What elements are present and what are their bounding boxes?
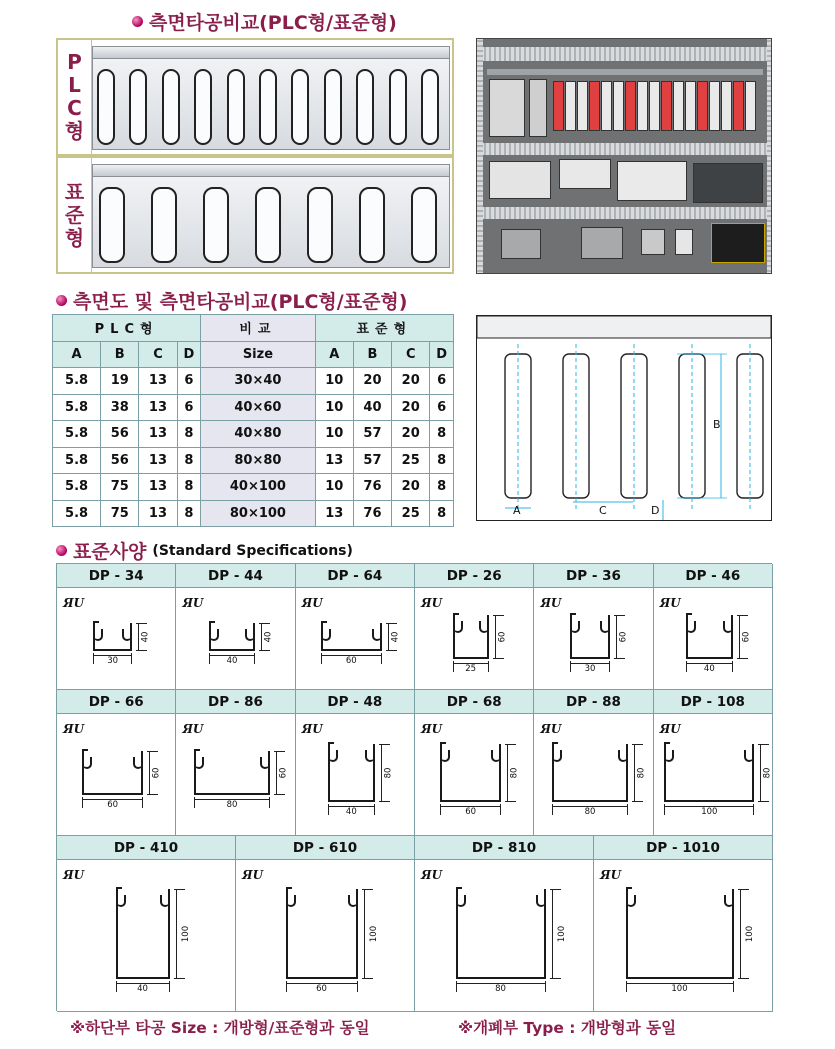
table-cell: 13 — [139, 447, 177, 474]
width-dimension — [456, 981, 546, 992]
width-dimension — [552, 804, 628, 815]
height-value: 40 — [390, 631, 401, 643]
height-value: 100 — [368, 925, 379, 943]
ul-mark-icon: ЯU — [600, 868, 622, 882]
standard-duct-strip — [92, 164, 450, 268]
width-dimension — [453, 661, 489, 672]
table-cell: 13 — [139, 394, 177, 421]
ul-mark-icon: ЯU — [301, 596, 323, 610]
table-cell: 13 — [315, 500, 353, 527]
height-dimension — [362, 889, 379, 979]
height-value: 80 — [509, 767, 520, 779]
width-dimension — [626, 981, 734, 992]
footnote-opening-type: ※개폐부 Type : 개방형과 동일 — [458, 1019, 677, 1037]
section3-title: 표준사양 (Standard Specifications) — [56, 537, 353, 564]
width-dimension — [664, 804, 754, 815]
duct-profile-drawing — [209, 623, 256, 652]
width-value: 40 — [345, 806, 357, 817]
standard-slot — [359, 187, 385, 263]
table-cell: 6 — [430, 394, 454, 421]
table-cell: 40×80 — [201, 421, 315, 448]
table-cell: 56 — [101, 447, 139, 474]
table-cell: 13 — [139, 500, 177, 527]
width-value: 25 — [465, 663, 477, 674]
table-cell: 56 — [101, 421, 139, 448]
spec-item-name: DP - 88 — [534, 690, 652, 714]
standard-slot — [307, 187, 333, 263]
table-cell: 40×100 — [201, 474, 315, 501]
group-header-plc: PLC형 — [53, 315, 201, 342]
plc-slot — [194, 69, 212, 145]
width-dimension — [194, 797, 270, 808]
column-header: C — [139, 341, 177, 368]
width-value: 80 — [226, 799, 238, 810]
table-cell: 20 — [392, 368, 430, 395]
table-cell: 10 — [315, 394, 353, 421]
standard-slot — [255, 187, 281, 263]
table-cell: 30×40 — [201, 368, 315, 395]
duct-profile-drawing — [328, 744, 375, 802]
ul-mark-icon: ЯU — [421, 596, 443, 610]
table-cell: 13 — [139, 368, 177, 395]
duct-profile-drawing — [116, 889, 170, 979]
column-header: D — [430, 341, 454, 368]
plc-slot — [162, 69, 180, 145]
table-cell: 5.8 — [53, 500, 101, 527]
standard-slot — [411, 187, 437, 263]
table-cell: 38 — [101, 394, 139, 421]
table-cell: 8 — [430, 474, 454, 501]
table-cell: 5.8 — [53, 394, 101, 421]
table-cell: 20 — [392, 421, 430, 448]
table-row — [53, 394, 454, 421]
table-cell: 8 — [430, 421, 454, 448]
ul-mark-icon: ЯU — [63, 596, 85, 610]
height-dimension — [174, 889, 191, 979]
table-cell: 5.8 — [53, 368, 101, 395]
bullet-icon — [132, 16, 143, 27]
duct-profile-drawing — [552, 744, 628, 802]
plc-label: P L C 형 — [58, 40, 92, 154]
table-cell: 75 — [101, 500, 139, 527]
spec-item-name: DP - 46 — [654, 564, 772, 588]
table-row — [53, 421, 454, 448]
table-cell: 8 — [430, 447, 454, 474]
column-header: A — [53, 341, 101, 368]
height-value: 60 — [741, 631, 752, 643]
width-value: 60 — [465, 806, 477, 817]
diagram-label-d: D — [651, 504, 660, 517]
height-value: 100 — [556, 925, 567, 943]
height-value: 100 — [180, 925, 191, 943]
table-cell: 40 — [353, 394, 391, 421]
height-dimension — [737, 615, 752, 658]
spec-item-name: DP - 64 — [296, 564, 414, 588]
table-cell: 75 — [101, 474, 139, 501]
duct-profile-drawing — [440, 744, 501, 802]
ul-mark-icon: ЯU — [540, 596, 562, 610]
duct-profile-drawing — [286, 889, 358, 979]
width-value: 40 — [226, 656, 238, 667]
height-dimension — [505, 744, 520, 802]
width-value: 40 — [703, 663, 715, 674]
spec-item-name: DP - 86 — [176, 690, 294, 714]
duct-profile-drawing — [194, 751, 270, 794]
table-cell: 19 — [101, 368, 139, 395]
spec-item — [415, 690, 534, 836]
table-cell: 25 — [392, 447, 430, 474]
table-cell: 25 — [392, 500, 430, 527]
height-value: 60 — [497, 631, 508, 643]
height-dimension — [259, 623, 274, 652]
table-cell: 8 — [177, 447, 201, 474]
table-cell: 8 — [430, 500, 454, 527]
column-header: D — [177, 341, 201, 368]
spec-item — [296, 690, 415, 836]
height-value: 60 — [278, 767, 289, 779]
table-row — [53, 447, 454, 474]
table-cell: 80×100 — [201, 500, 315, 527]
height-dimension — [632, 744, 647, 802]
column-header: B — [101, 341, 139, 368]
duct-profile-drawing — [664, 744, 754, 802]
duct-profile-drawing — [93, 623, 133, 652]
height-value: 60 — [618, 631, 629, 643]
section2-title: 측면도 및 측면타공비교(PLC형/표준형) — [56, 287, 407, 314]
width-value: 40 — [137, 984, 148, 994]
plc-slot — [97, 69, 115, 145]
table-cell: 8 — [177, 421, 201, 448]
column-header: A — [315, 341, 353, 368]
table-cell: 6 — [430, 368, 454, 395]
table-row — [53, 368, 454, 395]
width-dimension — [286, 981, 358, 992]
table-cell: 40×60 — [201, 394, 315, 421]
table-cell: 13 — [139, 421, 177, 448]
spec-item-name: DP - 1010 — [594, 836, 772, 860]
width-value: 80 — [495, 984, 506, 994]
width-dimension — [82, 797, 143, 808]
width-dimension — [328, 804, 375, 815]
spec-item — [296, 564, 415, 690]
duct-profile-drawing — [453, 615, 489, 658]
side-view-diagram — [476, 315, 772, 521]
width-dimension — [570, 661, 610, 672]
standard-perforation-frame — [56, 156, 454, 274]
ul-mark-icon: ЯU — [63, 868, 85, 882]
ul-mark-icon: ЯU — [421, 722, 443, 736]
height-dimension — [274, 751, 289, 794]
duct-profile-drawing — [626, 889, 734, 979]
plc-slot — [291, 69, 309, 145]
plc-perforation-frame — [56, 38, 454, 156]
duct-profile-drawing — [456, 889, 546, 979]
table-row — [53, 474, 454, 501]
table-cell: 10 — [315, 421, 353, 448]
height-dimension — [614, 615, 629, 658]
width-dimension — [686, 661, 733, 672]
plc-slot — [324, 69, 342, 145]
height-value: 40 — [140, 631, 151, 643]
group-header-compare: 비교 — [201, 315, 315, 342]
table-row — [53, 500, 454, 527]
standard-slot — [151, 187, 177, 263]
diagram-label-a: A — [513, 504, 521, 517]
width-value: 100 — [701, 806, 718, 817]
width-value: 60 — [345, 656, 357, 667]
ul-mark-icon: ЯU — [659, 596, 681, 610]
height-value: 80 — [762, 767, 773, 779]
section1-title: 측면타공비교(PLC형/표준형) — [132, 8, 397, 35]
section3-subtitle: (Standard Specifications) — [152, 542, 353, 559]
width-value: 30 — [107, 656, 119, 667]
spec-item — [57, 564, 176, 690]
width-dimension — [209, 653, 256, 667]
height-dimension — [758, 744, 773, 802]
plc-slot — [389, 69, 407, 145]
table-cell: 8 — [177, 474, 201, 501]
column-header: B — [353, 341, 391, 368]
footnote-bottom-perforation: ※하단부 타공 Size : 개방형/표준형과 동일 — [70, 1019, 370, 1037]
spec-item-name: DP - 108 — [654, 690, 772, 714]
standard-slot — [99, 187, 125, 263]
table-cell: 20 — [392, 474, 430, 501]
standard-slot — [203, 187, 229, 263]
spec-item — [654, 564, 773, 690]
width-value: 60 — [107, 799, 119, 810]
spec-item — [176, 690, 295, 836]
width-dimension — [321, 653, 382, 667]
height-value: 60 — [151, 767, 162, 779]
spec-item-name: DP - 26 — [415, 564, 533, 588]
duct-profile-drawing — [321, 623, 382, 652]
spec-item — [415, 836, 594, 1012]
duct-profile-drawing — [570, 615, 610, 658]
ul-mark-icon: ЯU — [421, 868, 443, 882]
spec-item-name: DP - 610 — [236, 836, 414, 860]
bullet-icon — [56, 545, 67, 556]
perforation-spec-table — [52, 314, 454, 527]
standard-label: 표 준 형 — [58, 158, 92, 272]
side-view-svg — [477, 316, 771, 520]
ul-mark-icon: ЯU — [242, 868, 264, 882]
table-cell: 76 — [353, 500, 391, 527]
table-cell: 8 — [177, 500, 201, 527]
bullet-icon — [56, 295, 67, 306]
table-cell: 13 — [139, 474, 177, 501]
table-cell: 13 — [315, 447, 353, 474]
column-header: Size — [201, 341, 315, 368]
spec-item — [534, 690, 653, 836]
spec-item-name: DP - 810 — [415, 836, 593, 860]
spec-item-name: DP - 66 — [57, 690, 175, 714]
duct-profile-drawing — [686, 615, 733, 658]
height-dimension — [379, 744, 394, 802]
table-cell: 80×80 — [201, 447, 315, 474]
spec-item-name: DP - 34 — [57, 564, 175, 588]
ul-mark-icon: ЯU — [540, 722, 562, 736]
table-cell: 10 — [315, 368, 353, 395]
column-header: C — [392, 341, 430, 368]
group-header-standard: 표준형 — [315, 315, 453, 342]
duct-profile-drawing — [82, 751, 143, 794]
table-cell: 57 — [353, 447, 391, 474]
table-cell: 6 — [177, 368, 201, 395]
table-cell: 76 — [353, 474, 391, 501]
standard-spec-grid — [56, 563, 772, 1011]
spec-item — [534, 564, 653, 690]
height-dimension — [136, 623, 151, 652]
table-cell: 57 — [353, 421, 391, 448]
spec-item-name: DP - 44 — [176, 564, 294, 588]
table-cell: 5.8 — [53, 421, 101, 448]
ul-mark-icon: ЯU — [182, 596, 204, 610]
height-value: 80 — [383, 767, 394, 779]
height-value: 80 — [636, 767, 647, 779]
control-panel-photo — [476, 38, 772, 274]
table-cell: 5.8 — [53, 474, 101, 501]
height-dimension — [493, 615, 508, 658]
table-cell: 5.8 — [53, 447, 101, 474]
ul-mark-icon: ЯU — [63, 722, 85, 736]
plc-slot — [421, 69, 439, 145]
table-cell: 20 — [353, 368, 391, 395]
ul-mark-icon: ЯU — [301, 722, 323, 736]
width-dimension — [116, 981, 170, 992]
table-cell: 10 — [315, 474, 353, 501]
plc-slot — [129, 69, 147, 145]
width-value: 30 — [584, 663, 596, 674]
width-value: 60 — [316, 984, 327, 994]
spec-item — [57, 836, 236, 1012]
table-cell: 6 — [177, 394, 201, 421]
spec-item — [176, 564, 295, 690]
height-value: 100 — [744, 925, 755, 943]
spec-item — [654, 690, 773, 836]
spec-item — [594, 836, 773, 1012]
plc-duct-strip — [92, 46, 450, 150]
plc-slot — [356, 69, 374, 145]
diagram-label-c: C — [599, 504, 607, 517]
width-dimension — [440, 804, 501, 815]
spec-item — [57, 690, 176, 836]
spec-item-name: DP - 48 — [296, 690, 414, 714]
ul-mark-icon: ЯU — [182, 722, 204, 736]
height-value: 40 — [263, 631, 274, 643]
plc-slot — [227, 69, 245, 145]
table-cell: 20 — [392, 394, 430, 421]
width-dimension — [93, 653, 133, 667]
height-dimension — [386, 623, 401, 652]
height-dimension — [550, 889, 567, 979]
spec-item-name: DP - 36 — [534, 564, 652, 588]
width-value: 100 — [671, 984, 688, 994]
spec-item-name: DP - 68 — [415, 690, 533, 714]
width-value: 80 — [584, 806, 596, 817]
spec-item — [236, 836, 415, 1012]
plc-slot — [259, 69, 277, 145]
diagram-label-b: B — [713, 418, 721, 431]
ul-mark-icon: ЯU — [659, 722, 681, 736]
spec-item — [415, 564, 534, 690]
height-dimension — [738, 889, 755, 979]
spec-item-name: DP - 410 — [57, 836, 235, 860]
height-dimension — [147, 751, 162, 794]
